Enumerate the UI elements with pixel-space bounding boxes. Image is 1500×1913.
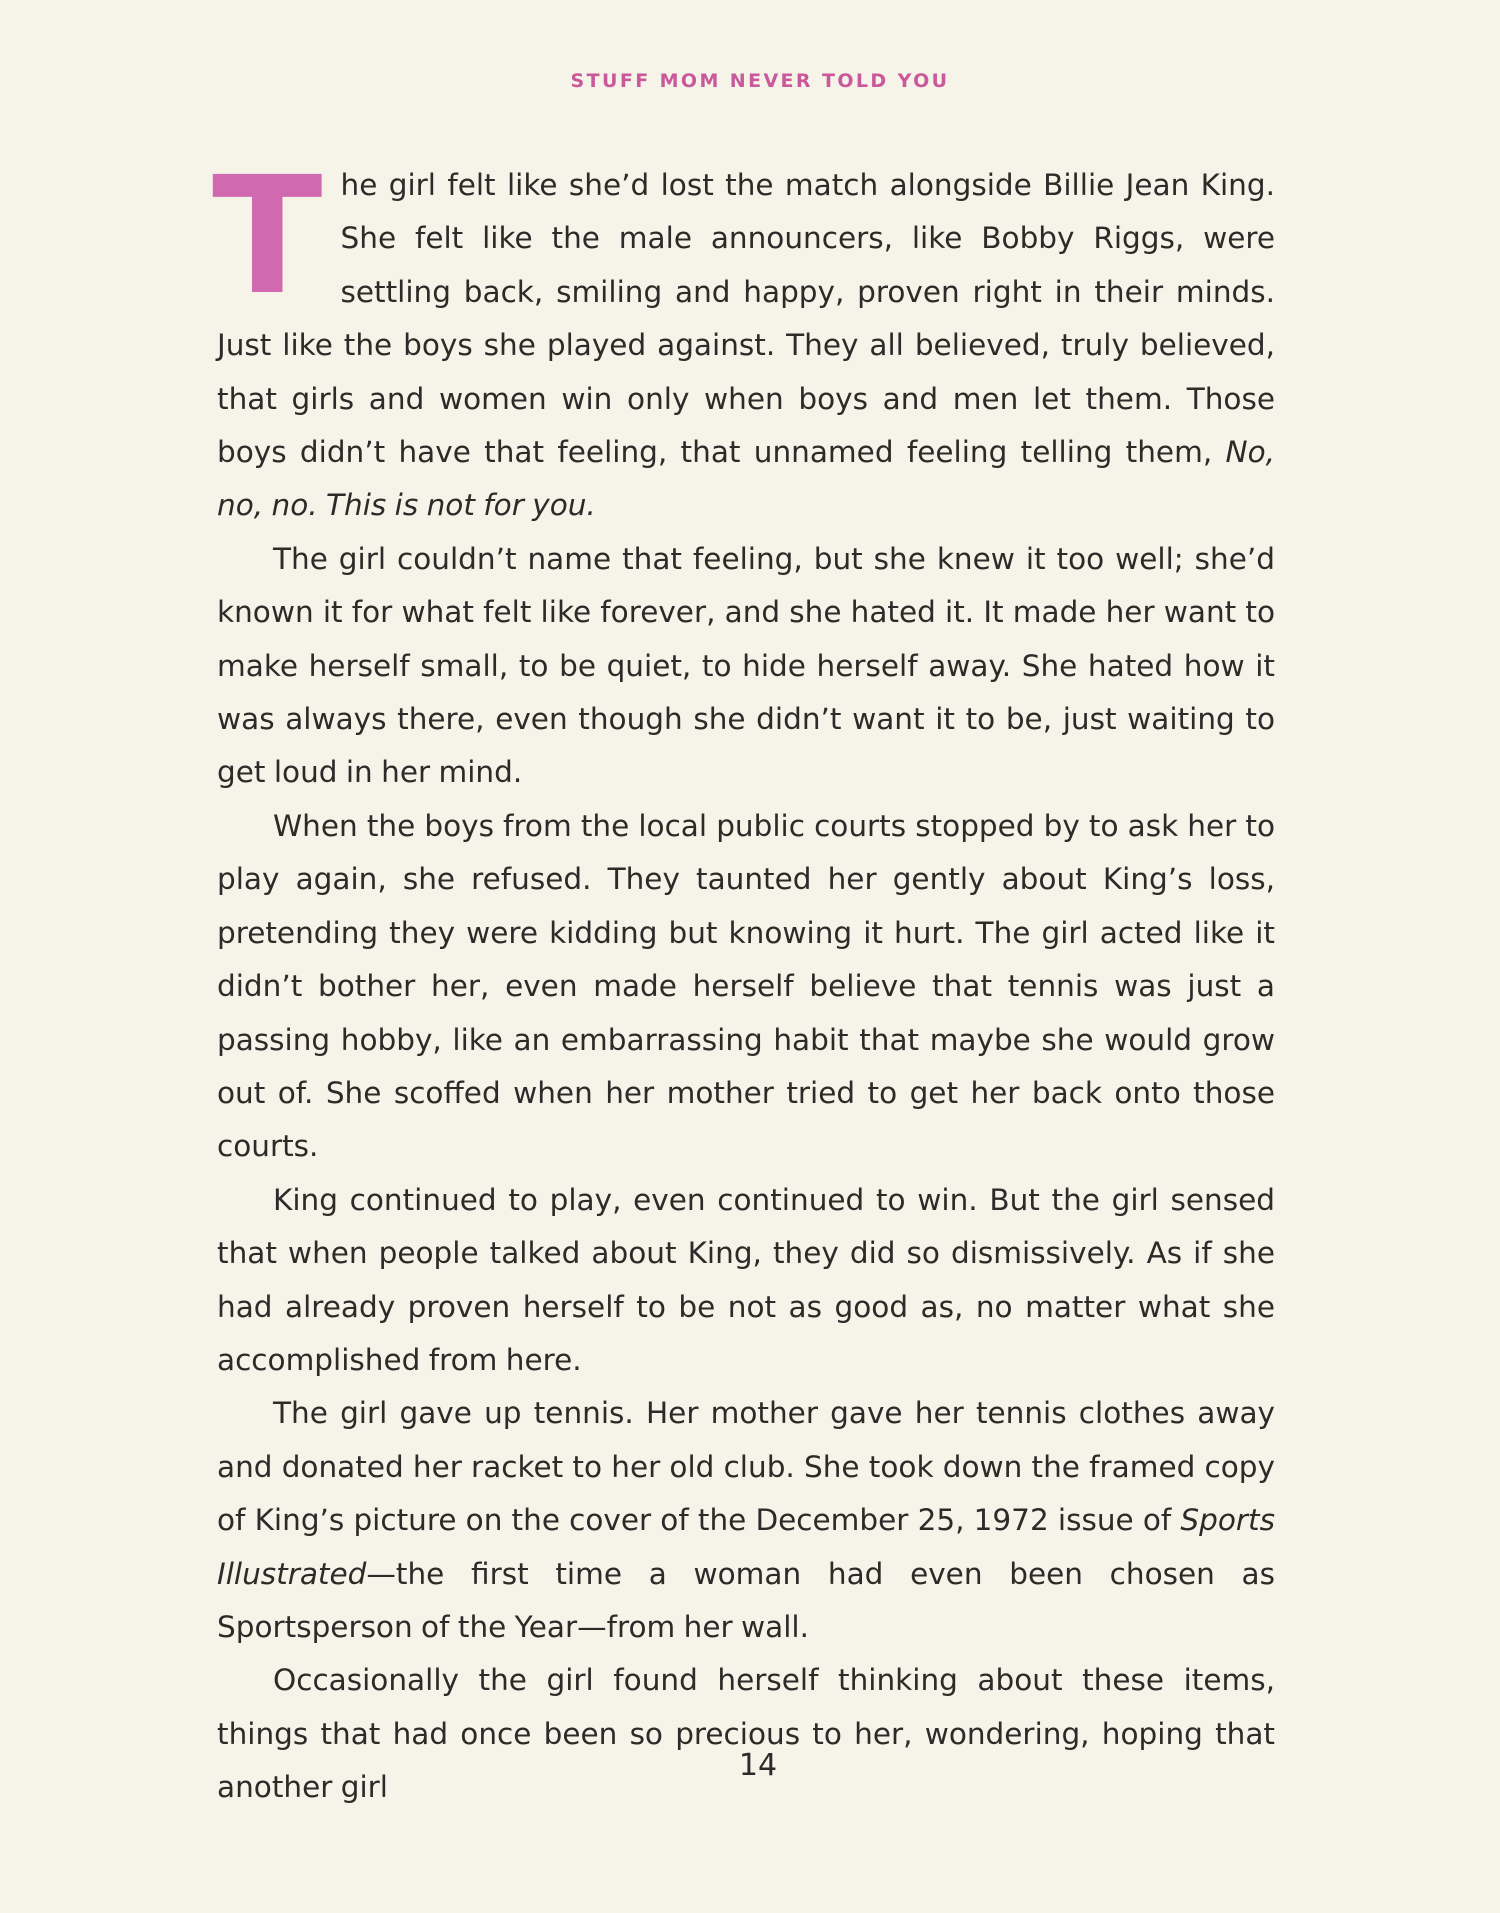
paragraph-6: Occasionally the girl found herself thinking about these items, things that had once been so precious to her, wondering, hoping that another girl [217, 1663, 1275, 1805]
body-text [212, 143, 1275, 1815]
paragraph-5-text-b: —the first time a woman had even been chosen as Sportsperson of the Year—from her wall. [217, 1556, 1275, 1644]
paragraph-3: When the boys from the local public courts stopped by to ask her to play again, she refused. They taunted her gently about King’s loss, pretending they were kidding but knowing it hurt. The girl acted like it didn’t bother her, even made herself believe that tennis was just a passing hobby, like an embarrassing habit that maybe she would grow out of. She scoffed when her mother tried to get her back onto those courts. [217, 808, 1275, 1164]
paragraph-1 [212, 143, 1275, 533]
paragraph-2: The girl couldn’t name that feeling, but she knew it too well; she’d known it for what felt like forever, and she hated it. It made her want to make herself small, to be quiet, to hide herself away. She hated how it was always there, even though she didn’t want it to be, just waiting to get loud in her mind. [217, 541, 1275, 790]
paragraph-5 [217, 1387, 1275, 1654]
paragraph-5-text-a: The girl gave up tennis. Her mother gave her tennis clothes away and donated her racket to her old club. She took down the framed copy of King’s picture on the cover of the December 25, 1972 issue of [217, 1396, 1275, 1538]
paragraph-4: King continued to play, even continued to win. But the girl sensed that when people talked about King, they did so dismissively. As if she had already proven herself to be not as good as, no matter what she accomplished from here. [217, 1182, 1275, 1377]
running-head: STUFF MOM NEVER TOLD YOU [570, 70, 950, 92]
page-number: 14 [738, 1748, 778, 1783]
paragraph-1-italic: No, no, no. This is not for you. [217, 435, 1275, 523]
drop-cap: T [212, 143, 323, 331]
paragraph-5-italic: Sports Illustrated [217, 1503, 1275, 1591]
paragraph-1-text: he girl felt like she’d lost the match alongside Billie Jean King. She felt like the male announcers, like Bobby Riggs, were settling back, smiling and happy, proven right in their minds. Just like the boys she played against. They all believed, truly believed, that girls and women win only when boys and men let them. Those boys didn’t have that feeling, that unnamed feeling telling them, [217, 168, 1275, 470]
